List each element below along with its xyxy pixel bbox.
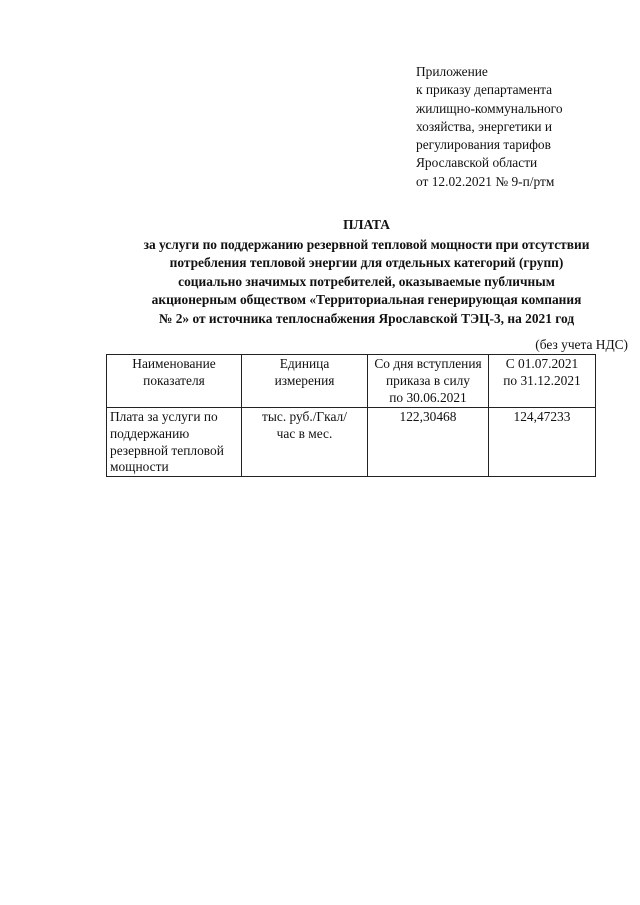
cell-unit [242, 408, 368, 477]
cell-name-line: поддержанию [110, 425, 190, 441]
cell-name-line: резервной тепловой [110, 442, 224, 458]
title-heading: ПЛАТА [343, 217, 390, 232]
cell-name [107, 408, 242, 477]
cell-unit-line: час в мес. [276, 425, 333, 441]
annex-line: Приложение [416, 64, 488, 79]
header-period1-line: по 30.06.2021 [389, 389, 467, 405]
annex-line: хозяйства, энергетики и [416, 118, 553, 134]
header-unit-line: измерения [274, 372, 335, 388]
header-period2-line: С 01.07.2021 [505, 356, 579, 371]
header-period2-line: по 31.12.2021 [503, 372, 581, 388]
vat-note: (без учета НДС) [535, 337, 628, 352]
header-name [107, 355, 242, 408]
header-name-line: Наименование [132, 356, 216, 371]
cell-unit-line: тыс. руб./Гкал/ [262, 409, 347, 424]
title-line: акционерным обществом «Территориальная генерирующая компания [151, 292, 582, 308]
header-unit-line: Единица [279, 356, 330, 371]
cell-name-line: мощности [110, 459, 169, 475]
cell-name-line: Плата за услуги по [110, 409, 218, 424]
document-title [105, 216, 628, 329]
annex-header [416, 63, 636, 191]
annex-line: от 12.02.2021 № 9-п/ртм [416, 173, 555, 189]
annex-line: к приказу департамента [416, 82, 553, 98]
header-unit [242, 355, 368, 408]
title-line: № 2» от источника теплоснабжения Ярославской ТЭЦ-3, на 2021 год [158, 310, 575, 326]
title-line: за услуги по поддержанию резервной тепловой мощности при отсутствии [143, 236, 590, 252]
header-period2 [489, 355, 596, 408]
cell-value-period1: 122,30468 [368, 408, 489, 477]
annex-line: Ярославской области [416, 155, 538, 171]
cell-value-period2: 124,47233 [489, 408, 596, 477]
table-row [107, 408, 596, 477]
header-period1-line: приказа в силу [385, 372, 470, 388]
header-period1-line: Со дня вступления [374, 356, 482, 371]
tariff-table [106, 354, 596, 477]
table-header-row [107, 355, 596, 408]
header-name-line: показателя [143, 372, 205, 388]
annex-line: жилищно-коммунального [416, 100, 563, 116]
title-line: потребления тепловой энергии для отдельных категорий (групп) [169, 255, 564, 271]
annex-line: регулирования тарифов [416, 137, 551, 153]
title-line: социально значимых потребителей, оказываемые публичным [178, 273, 555, 289]
header-period1 [368, 355, 489, 408]
